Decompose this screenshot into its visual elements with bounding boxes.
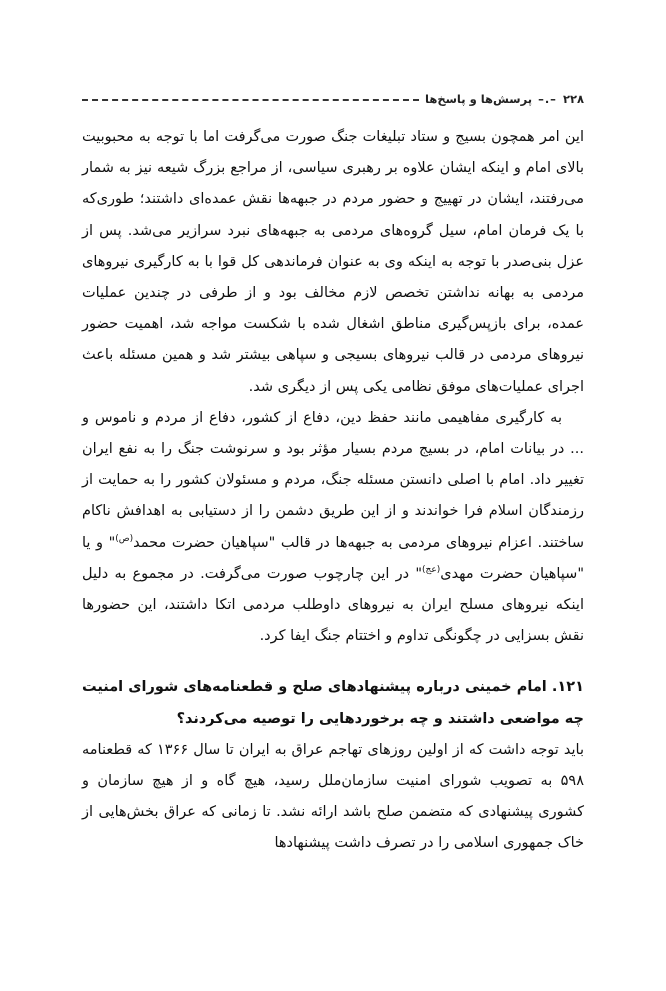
paragraph-2-part-2: " و یا "سپاهیان حضرت مهدی [82, 534, 584, 582]
book-page [82, 88, 584, 860]
running-title: پرسش‌ها و پاسخ‌ها [425, 92, 533, 106]
page-content [82, 122, 584, 860]
honorific-pbuh: (ص) [115, 533, 134, 544]
paragraph-2 [82, 403, 584, 653]
answer-paragraph: باید توجه داشت که از اولین روزهای تهاجم عراق به ایران تا سال ۱۳۶۶ که قطعنامه ۵۹۸ به تصویب شورای امنیت سازمان‌ملل رسید، هیچ گاه و از هیچ سازمان و کشوری پیشنهادی که متضمن صلح باشد ارائه نشد. تا زمانی که عراق بخش‌هایی از خاک جمهوری اسلامی را در تصرف داشت پیشنهادها [82, 741, 584, 852]
paragraph-2-part-3: " در این چارچوب صورت می‌گرفت. در مجموع به دلیل اینکه نیروهای مسلح ایران به نیروهای داوطلب مردمی اتکا داشتند، این حضورها نقش بسزایی در چگونگی تداوم و اختتام جنگ ایفا کرد. [82, 565, 584, 645]
question-heading [82, 672, 584, 734]
paragraph-2-part-1: به کارگیری مفاهیمی مانند حفظ دین، دفاع از کشور، دفاع از مردم و ناموس و ... در بیانات امام، در بسیج مردم بسیار مؤثر بود و سرنوشت جنگ را به نفع ایران تغییر داد. امام با اصلی دانستن مسئله جنگ، مردم و مسئولان کشور را به حمایت از رزمندگان اسلام فرا خواندند و از این طریق دشمن را از دستیابی به اهدافش ناکام ساختند. اعزام نیروهای مردمی به جبهه‌ها در قالب "سپاهیان حضرت محمد [82, 409, 584, 551]
header-rule [82, 99, 419, 101]
question-number: ۱۲۱. [551, 679, 584, 696]
honorific-ajtf: (عج) [422, 565, 441, 576]
page-number: ۲۲۸ [562, 92, 584, 106]
header-separator: –.– [538, 92, 557, 106]
question-text: امام خمینی درباره پیشنهادهای صلح و قطعنامه‌های شورای امنیت چه مواضعی داشتند و چه برخوردهایی را توصیه می‌کردند؟ [82, 679, 584, 727]
paragraph-1: این امر همچون بسیج و ستاد تبلیغات جنگ صورت می‌گرفت اما با توجه به محبوبیت بالای امام و اینکه ایشان علاوه بر رهبری سیاسی، از مراجع بزرگ شیعه نیز به شمار می‌رفتند، ایشان در تهییج و حضور مردم در جبهه‌ها نقش عمده‌ای داشتند؛ طوری‌که با یک فرمان امام، سیل گروه‌های مردمی به جبهه‌های نبرد سرازیر می‌شد. پس از عزل بنی‌صدر با توجه به اینکه وی به عنوان فرماندهی کل قوا با به کارگیری نیروهای مردمی به بهانه نداشتن تخصص لازم مخالف بود و از طرفی در چندین عملیات عمده، برای بازپس‌گیری مناطق اشغال شده با شکست مواجه شد، اهمیت حضور نیروهای مردمی در قالب نیروهای بسیجی و سپاهی بیشتر شد و همین مسئله باعث اجرای عملیات‌های موفق نظامی یکی پس از دیگری شد. [82, 129, 584, 395]
running-header [82, 88, 584, 110]
